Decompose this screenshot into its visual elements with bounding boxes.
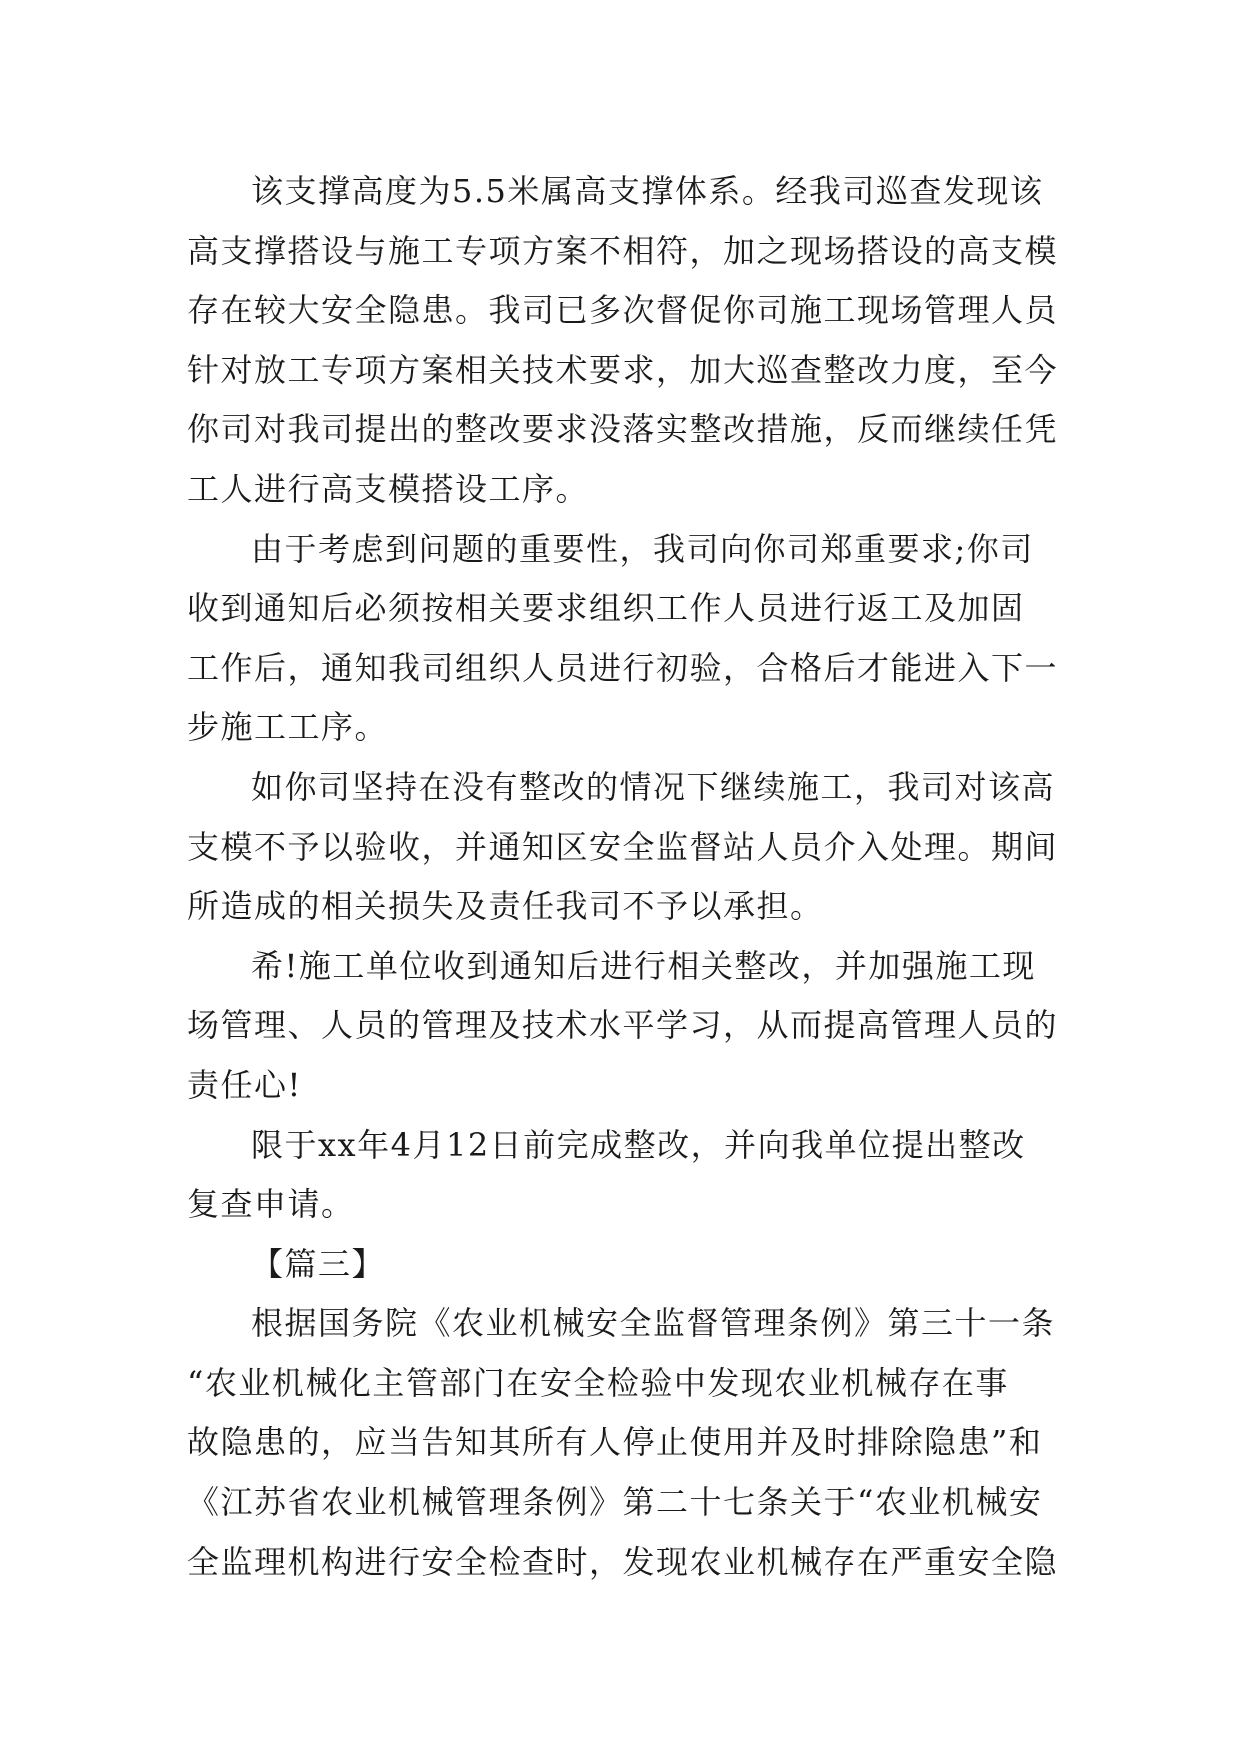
- text-line: 场管理、人员的管理及技术水平学习，从而提高管理人员的: [187, 1006, 1059, 1045]
- text-line: 该支撑高度为5.5米属高支撑体系。经我司巡查发现该: [251, 172, 1044, 210]
- text-line: 由于考虑到问题的重要性，我司向你司郑重要求;你司: [251, 529, 1034, 568]
- text-line: 工人进行高支模搭设工序。: [187, 469, 590, 508]
- text-line: 所造成的相关损失及责任我司不予以承担。: [187, 887, 824, 926]
- text-line: 收到通知后必须按相关要求组织工作人员进行返工及加固: [187, 589, 1025, 628]
- text-line: 希!施工单位收到通知后进行相关整改，并加强施工现: [251, 946, 1036, 985]
- text-line: 步施工工序。: [187, 708, 389, 747]
- text-line: 《江苏省农业机械管理条例》第二十七条关于“农业机械安: [187, 1483, 1043, 1522]
- text-line: 故隐患的，应当告知其所有人停止使用并及时排除隐患”和: [187, 1423, 1043, 1462]
- text-line: 支模不予以验收，并通知区安全监督站人员介入处理。期间: [187, 827, 1059, 866]
- text-line: “农业机械化主管部门在安全检验中发现农业机械存在事: [187, 1363, 1009, 1402]
- document-body: [187, 162, 1067, 1592]
- text-line: 全监理机构进行安全检查时，发现农业机械存在严重安全隐: [187, 1542, 1059, 1581]
- text-line: 针对放工专项方案相关技术要求，加大巡查整改力度，至今: [187, 350, 1059, 389]
- text-line: 高支撑搭设与施工专项方案不相符，加之现场搭设的高支模: [187, 231, 1059, 270]
- text-line: 存在较大安全隐患。我司已多次督促你司施工现场管理人员: [187, 291, 1059, 330]
- text-line: 工作后，通知我司组织人员进行初验，合格后才能进入下一: [187, 648, 1059, 687]
- text-line: 限于xx年4月12日前完成整改，并向我单位提出整改: [251, 1125, 1026, 1164]
- section-heading: 【篇三】: [251, 1244, 386, 1283]
- text-line: 你司对我司提出的整改要求没落实整改措施，反而继续任凭: [187, 410, 1059, 449]
- text-line: 责任心!: [187, 1065, 302, 1104]
- text-line: 复查申请。: [187, 1185, 355, 1224]
- text-line: 如你司坚持在没有整改的情况下继续施工，我司对该高: [251, 767, 1056, 806]
- text-line: 根据国务院《农业机械安全监督管理条例》第三十一条: [251, 1304, 1056, 1343]
